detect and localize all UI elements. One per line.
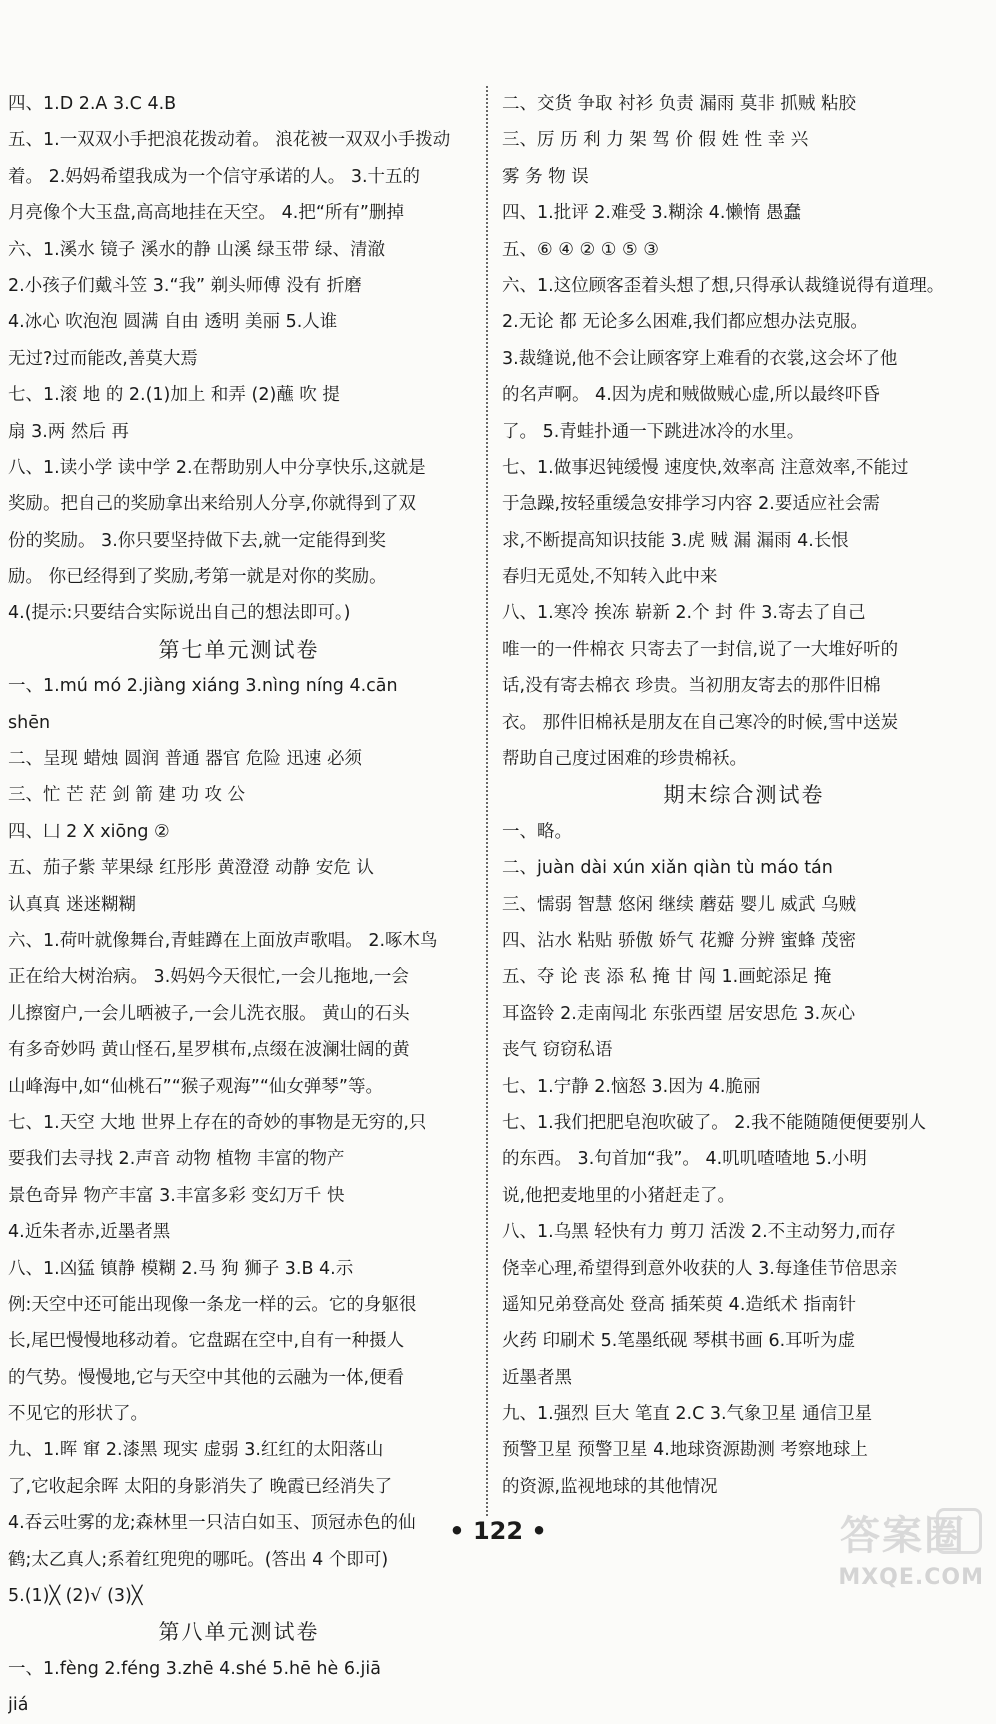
answer-line: 八、1.读小学 读中学 2.在帮助别人中分享快乐,这就是 bbox=[8, 457, 426, 478]
answer-line: 景色奇异 物产丰富 3.丰富多彩 变幻万千 快 bbox=[8, 1185, 345, 1206]
answer-line: shēn bbox=[8, 712, 51, 733]
section-heading: 第八单元测试卷 bbox=[158, 1620, 320, 1645]
answer-line: 四、1.D 2.A 3.C 4.B bbox=[8, 94, 177, 114]
answer-line: 九、1.强烈 巨大 笔直 2.C 3.气象卫星 通信卫星 bbox=[502, 1404, 873, 1425]
answer-line: 份的奖励。 3.你只要坚持做下去,就一定能得到奖 bbox=[8, 530, 386, 551]
answer-line: 七、1.我们把肥皂泡吹破了。 2.我不能随随便便要别人 bbox=[502, 1112, 926, 1133]
answer-line: 的东西。 3.句首加“我”。 4.叽叽喳喳地 5.小明 bbox=[502, 1149, 867, 1170]
right-column bbox=[502, 86, 986, 1505]
answer-line: 月亮像个大玉盘,高高地挂在天空。 4.把“所有”删掉 bbox=[8, 203, 404, 224]
answer-line: 了。 5.青蛙扑通一下跳进冰冷的水里。 bbox=[502, 421, 805, 442]
answer-line: 的气势。慢慢地,它与天空中其他的云融为一体,便看 bbox=[8, 1367, 405, 1388]
answer-line: 二、呈现 蜡烛 圆润 普通 器官 危险 迅速 必须 bbox=[8, 749, 362, 770]
answer-line: 2.无论 都 无论多么困难,我们都应想办法克服。 bbox=[502, 312, 868, 333]
answer-line: 二、交货 争取 衬衫 负责 漏雨 莫非 抓贼 粘胶 bbox=[502, 94, 856, 114]
answer-line: 春归无觅处,不知转入此中来 bbox=[502, 567, 718, 588]
answer-line: 九、1.晖 窜 2.漆黑 现实 虚弱 3.红红的太阳落山 bbox=[8, 1440, 384, 1461]
answer-line: 无过?过而能改,善莫大焉 bbox=[8, 348, 198, 369]
answer-line: 唯一的一件棉衣 只寄去了一封信,说了一大堆好听的 bbox=[502, 639, 899, 660]
left-column bbox=[8, 86, 470, 1724]
answer-line: 侥幸心理,希望得到意外收获的人 3.每逢佳节倍思亲 bbox=[502, 1258, 898, 1279]
watermark-cn: 答案圈 bbox=[840, 1512, 966, 1559]
answer-line: 八、1.乌黑 轻快有力 剪刀 活泼 2.不主动努力,而存 bbox=[502, 1222, 896, 1243]
section-heading: 第七单元测试卷 bbox=[158, 637, 320, 662]
answer-line: 不见它的形状了。 bbox=[8, 1404, 148, 1425]
answer-line: 八、1.寒冷 挨冻 崭新 2.个 封 件 3.寄去了自己 bbox=[502, 603, 866, 624]
answer-line: 4.吞云吐雾的龙;森林里一只洁白如玉、顶冠赤色的仙 bbox=[8, 1513, 416, 1534]
answer-line: 耳盗铃 2.走南闯北 东张西望 居安思危 3.灰心 bbox=[502, 1003, 856, 1024]
answer-line: 七、1.滚 地 的 2.(1)加上 和弄 (2)蘸 吹 提 bbox=[8, 385, 340, 406]
answer-line: 四、1.批评 2.难受 3.糊涂 4.懒惰 愚蠢 bbox=[502, 203, 802, 224]
answer-line: 的名声啊。 4.因为虎和贼做贼心虚,所以最终吓昏 bbox=[502, 385, 880, 406]
answer-line: 于急躁,按轻重缓急安排学习内容 2.要适应社会需 bbox=[502, 494, 880, 515]
answer-line: 六、1.荷叶就像舞台,青蛙蹲在上面放声歌唱。 2.啄木鸟 bbox=[8, 930, 438, 951]
answer-line: 七、1.天空 大地 世界上存在的奇妙的事物是无穷的,只 bbox=[8, 1112, 427, 1133]
answer-line: 4.(提示:只要结合实际说出自己的想法即可。) bbox=[8, 603, 351, 624]
answer-line: 六、1.这位顾客歪着头想了想,只得承认裁缝说得有道理。 bbox=[502, 275, 945, 296]
answer-line: 四、沾水 粘贴 骄傲 娇气 花瓣 分辨 蜜蜂 茂密 bbox=[502, 930, 856, 951]
answer-line: jiá bbox=[8, 1695, 29, 1716]
column-divider bbox=[486, 86, 488, 1516]
answer-line: 4.近朱者赤,近墨者黑 bbox=[8, 1222, 171, 1243]
answer-line: 五、⑥ ④ ② ① ⑤ ③ bbox=[502, 239, 659, 260]
answer-line: 近墨者黑 bbox=[502, 1367, 572, 1388]
answer-line: 山峰海中,如“仙桃石”“猴子观海”“仙女弹琴”等。 bbox=[8, 1076, 383, 1097]
answer-line: 认真真 迷迷糊糊 bbox=[8, 894, 137, 915]
page-number: • 122 • bbox=[449, 1517, 547, 1545]
answer-line: 一、1.fèng 2.féng 3.zhē 4.shé 5.hē hè 6.jiā bbox=[8, 1658, 381, 1679]
answer-line: 长,尾巴慢慢地移动着。它盘踞在空中,自有一种摄人 bbox=[8, 1331, 405, 1352]
answer-line: 三、懦弱 智慧 悠闲 继续 蘑菇 婴儿 威武 乌贼 bbox=[502, 894, 856, 915]
answer-line: 话,没有寄去棉衣 珍贵。当初朋友寄去的那件旧棉 bbox=[502, 676, 881, 697]
answer-line: 了,它收起余晖 太阳的身影消失了 晚霞已经消失了 bbox=[8, 1476, 393, 1497]
answer-line: 帮助自己度过困难的珍贵棉袄。 bbox=[502, 749, 747, 770]
answer-line: 三、厉 历 利 力 架 驾 价 假 姓 性 幸 兴 bbox=[502, 130, 809, 151]
answer-line: 衣。 那件旧棉袄是朋友在自己寒冷的时候,雪中送炭 bbox=[502, 712, 899, 733]
answer-line: 要我们去寻找 2.声音 动物 植物 丰富的物产 bbox=[8, 1149, 345, 1170]
answer-line: 一、略。 bbox=[502, 821, 572, 842]
answer-line: 2.小孩子们戴斗笠 3.“我” 剃头师傅 没有 折磨 bbox=[8, 275, 362, 296]
answer-line: 四、凵 2 X xiōng ② bbox=[8, 821, 170, 842]
answer-line: 鹤;太乙真人;系着红兜兜的哪吒。(答出 4 个即可) bbox=[8, 1549, 389, 1570]
answer-line: 七、1.做事迟钝缓慢 速度快,效率高 注意效率,不能过 bbox=[502, 457, 909, 478]
answer-line: 求,不断提高知识技能 3.虎 贼 漏 漏雨 4.长恨 bbox=[502, 530, 849, 551]
answer-line: 七、1.宁静 2.恼怒 3.因为 4.脆丽 bbox=[502, 1076, 761, 1097]
answer-line: 5.(1)╳ (2)√ (3)╳ bbox=[8, 1586, 143, 1607]
answer-line: 说,他把麦地里的小猪赶走了。 bbox=[502, 1185, 736, 1206]
answer-line: 火药 印刷术 5.笔墨纸砚 琴棋书画 6.耳听为虚 bbox=[502, 1331, 856, 1352]
answer-line: 一、1.mú mó 2.jiàng xiáng 3.nìng níng 4.cān bbox=[8, 676, 398, 697]
watermark-logo bbox=[828, 1502, 988, 1594]
answer-line: 三、忙 芒 茫 剑 箭 建 功 攻 公 bbox=[8, 785, 246, 806]
answer-line: 五、夺 论 丧 添 私 掩 甘 闯 1.画蛇添足 掩 bbox=[502, 967, 832, 988]
answer-line: 奖励。把自己的奖励拿出来给别人分享,你就得到了双 bbox=[8, 494, 417, 515]
answer-line: 4.冰心 吹泡泡 圆满 自由 透明 美丽 5.人谁 bbox=[8, 312, 338, 333]
answer-line: 儿擦窗户,一会儿晒被子,一会儿洗衣服。 黄山的石头 bbox=[8, 1003, 410, 1024]
answer-line: 扇 3.两 然后 再 bbox=[8, 421, 129, 442]
watermark-en: MXQE.COM bbox=[838, 1565, 984, 1590]
answer-line: 正在给大树治病。 3.妈妈今天很忙,一会儿拖地,一会 bbox=[8, 967, 409, 988]
answer-line: 五、茄子紫 苹果绿 红彤彤 黄澄澄 动静 安危 认 bbox=[8, 858, 374, 879]
answer-line: 励。 你已经得到了奖励,考第一就是对你的奖励。 bbox=[8, 567, 387, 588]
answer-line: 丧气 窃窃私语 bbox=[502, 1040, 613, 1061]
answer-line: 雾 务 物 误 bbox=[502, 166, 589, 187]
answer-line: 六、1.溪水 镜子 溪水的静 山溪 绿玉带 绿、清澈 bbox=[8, 239, 386, 260]
answer-line: 预警卫星 预警卫星 4.地球资源勘测 考察地球上 bbox=[502, 1440, 868, 1461]
answer-line: 五、1.一双双小手把浪花拨动着。 浪花被一双双小手拨动 bbox=[8, 130, 451, 151]
answer-line: 着。 2.妈妈希望我成为一个信守承诺的人。 3.十五的 bbox=[8, 166, 421, 187]
answer-line: 遥知兄弟登高处 登高 插茱萸 4.造纸术 指南针 bbox=[502, 1294, 856, 1315]
answer-line: 3.裁缝说,他不会让顾客穿上难看的衣裳,这会坏了他 bbox=[502, 348, 898, 369]
section-heading: 期末综合测试卷 bbox=[663, 783, 825, 808]
answer-line: 有多奇妙吗 黄山怪石,星罗棋布,点缀在波澜壮阔的黄 bbox=[8, 1040, 410, 1061]
answer-line: 的资源,监视地球的其他情况 bbox=[502, 1476, 718, 1497]
answer-line: 例:天空中还可能出现像一条龙一样的云。它的身躯很 bbox=[8, 1294, 417, 1315]
answer-line: 二、juàn dài xún xiǎn qiàn tù máo tán bbox=[502, 858, 833, 879]
answer-line: 八、1.凶猛 镇静 模糊 2.马 狗 狮子 3.B 4.示 bbox=[8, 1258, 354, 1279]
